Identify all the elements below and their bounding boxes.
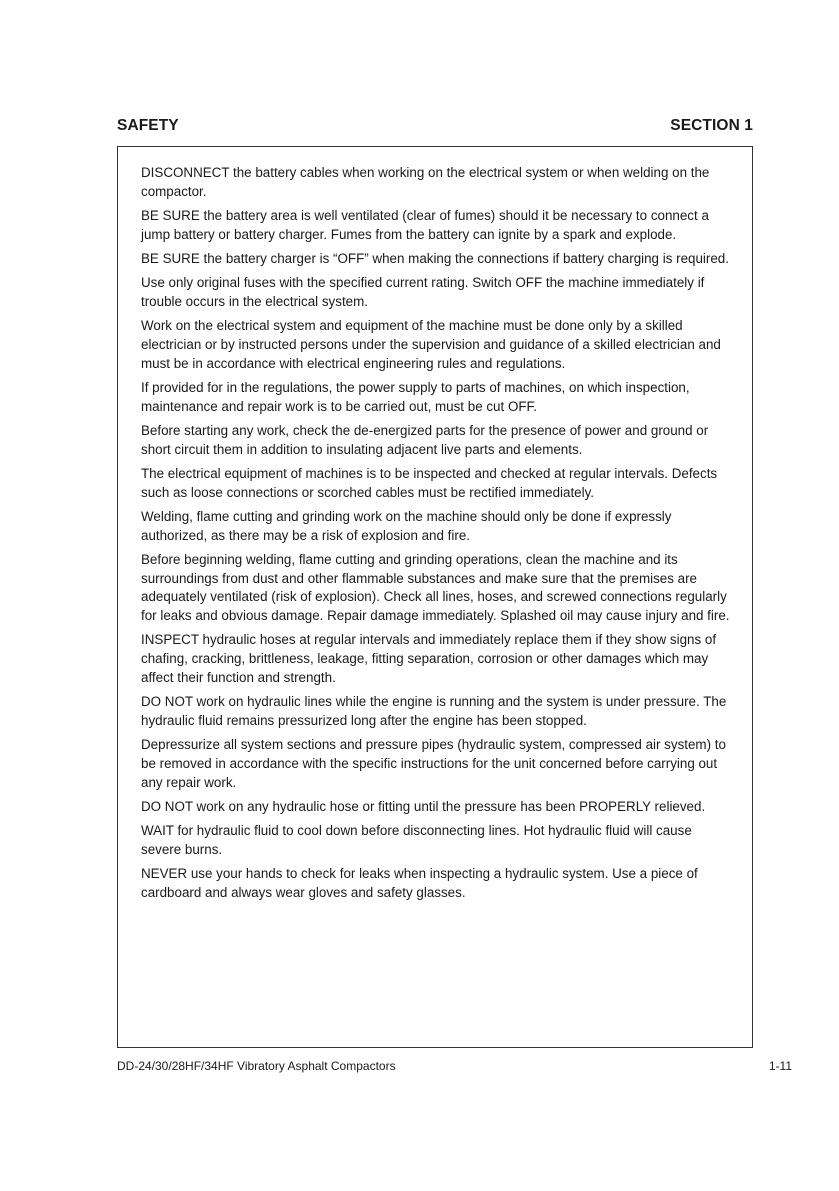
paragraph-inspect-hoses: INSPECT hydraulic hoses at regular intervals and immediately replace them if they show signs of chafing, cracking, brittleness, leakage, fitting separation, corrosion or other damages which may affect their function and strength. <box>141 632 717 685</box>
section-title: SAFETY <box>117 117 179 134</box>
paragraph-disconnect-battery: DISCONNECT the battery cables when working on the electrical system or when welding on the compactor. <box>141 165 710 199</box>
paragraph-depressurize: Depressurize all system sections and pressure pipes (hydraulic system, compressed air system) to be removed in accordance with the specific instructions for the unit concerned before carrying out any repair work. <box>141 737 726 790</box>
paragraph-charger-off: BE SURE the battery charger is “OFF” when making the connections if battery charging is required. <box>141 251 729 266</box>
paragraph-original-fuses: Use only original fuses with the specified current rating. Switch OFF the machine immediately if trouble occurs in the electrical system. <box>141 275 705 309</box>
document-title-footer: DD-24/30/28HF/34HF Vibratory Asphalt Compactors <box>117 1059 396 1073</box>
paragraph-de-energized-check: Before starting any work, check the de-energized parts for the presence of power and ground or short circuit them in addition to insulating adjacent live parts and elements. <box>141 423 709 457</box>
paragraph-hose-fitting: DO NOT work on any hydraulic hose or fitting until the pressure has been PROPERLY relieved. <box>141 798 706 814</box>
paragraph-hydraulic-pressure: DO NOT work on hydraulic lines while the engine is running and the system is under pressure. The hydraulic fluid remains pressurized long after the engine has been stopped. <box>141 694 727 728</box>
paragraph-fluid-cool: WAIT for hydraulic fluid to cool down before disconnecting lines. Hot hydraulic fluid will cause severe burns. <box>141 823 692 857</box>
paragraph-welding-authorized: Welding, flame cutting and grinding work on the machine should only be done if expressly authorized, as there may be a risk of explosion and fire. <box>141 509 672 543</box>
page-number: 1-11 <box>768 1059 792 1073</box>
safety-content-box <box>117 146 753 1048</box>
section-number: SECTION 1 <box>670 117 753 134</box>
paragraph-welding-preparation: Before beginning welding, flame cutting and grinding operations, clean the machine and its surroundings from dust and other flammable substances and make sure that the premises are adequately ventilated (risk of explosion). Check all lines, hoses, and screwed connections regularly for leaks and obvious damage. Repair damage immediately. Splashed oil may cause injury and fire. <box>141 552 730 624</box>
paragraph-check-leaks: NEVER use your hands to check for leaks when inspecting a hydraulic system. Use a piece of cardboard and always wear gloves and safety glasses. <box>141 866 698 900</box>
paragraph-inspect-electrical: The electrical equipment of machines is to be inspected and checked at regular intervals. Defects such as loose connections or scorched cables must be rectified immediately. <box>141 466 718 500</box>
paragraph-power-cut-off: If provided for in the regulations, the power supply to parts of machines, on which inspection, maintenance and repair work is to be carried out, must be cut OFF. <box>141 380 690 414</box>
paragraph-skilled-electrician: Work on the electrical system and equipment of the machine must be done only by a skilled electrician or by instructed persons under the supervision and guidance of a skilled electrician and must be in accordance with electrical engineering rules and regulations. <box>141 318 721 371</box>
paragraph-battery-ventilation: BE SURE the battery area is well ventilated (clear of fumes) should it be necessary to connect a jump battery or battery charger. Fumes from the battery can ignite by a spark and explode. <box>141 208 709 242</box>
